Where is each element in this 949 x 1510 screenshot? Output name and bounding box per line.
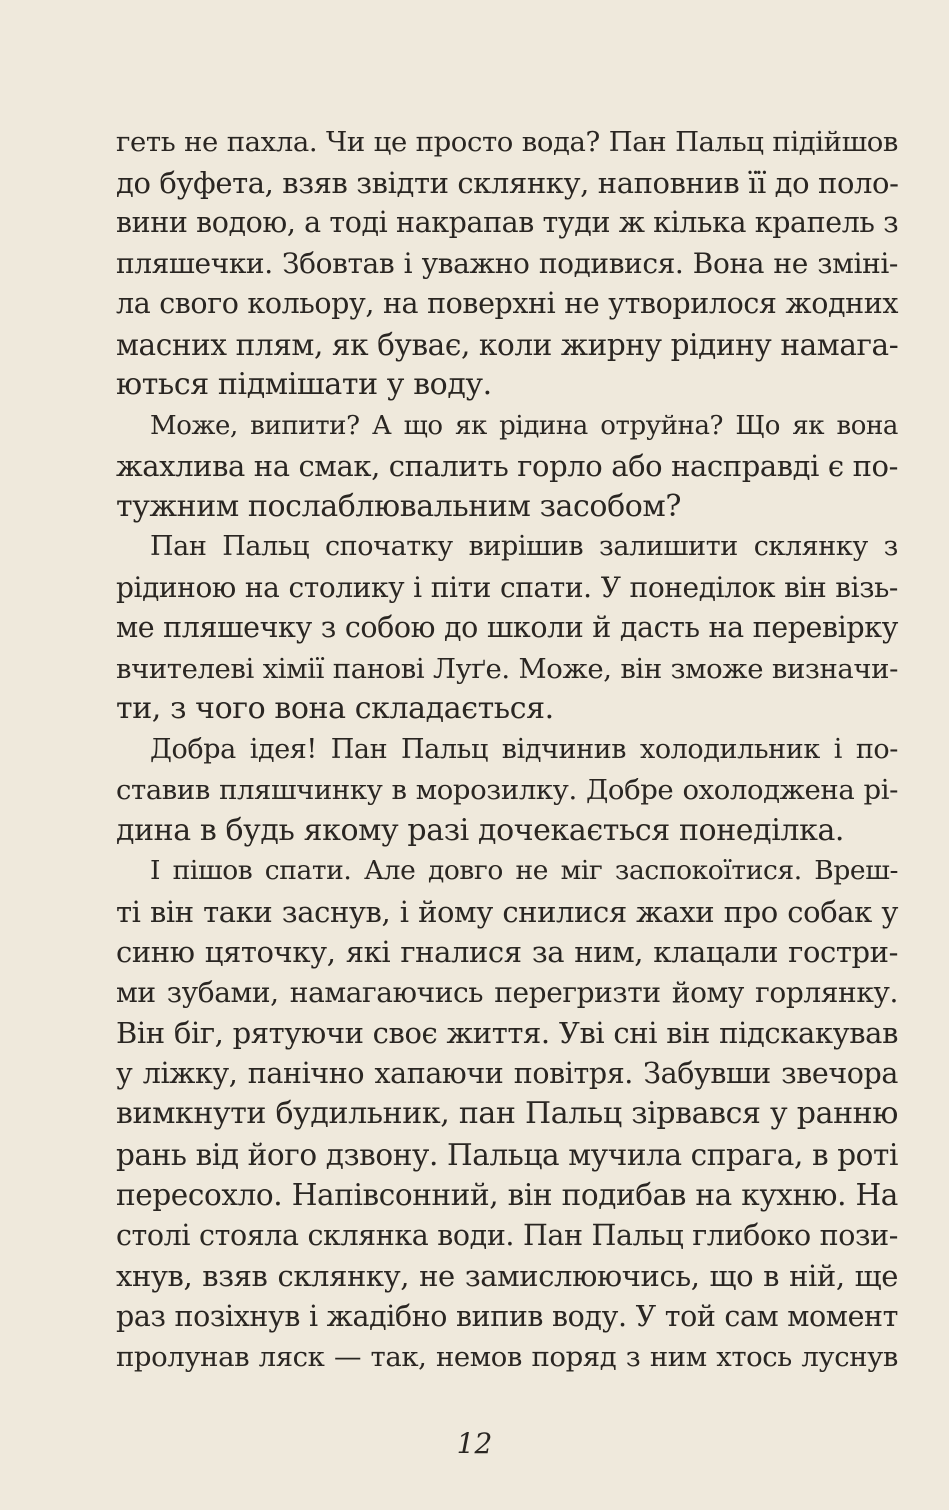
- text-line: рідиною на столику і піти спати. У понеділок він візь-: [116, 570, 898, 604]
- text-line: до буфета, взяв звідти склянку, наповнив її до поло-: [116, 165, 899, 200]
- body-text: [116, 122, 898, 1378]
- text-line: Він біг, рятуючи своє життя. Уві сні він підскакував: [116, 1016, 898, 1050]
- text-line: геть не пахла. Чи це просто вода? Пан Пальц підійшов: [116, 126, 898, 158]
- text-line: вимкнути будильник, пан Пальц зірвався у ранню: [116, 1096, 898, 1131]
- text-line: ставив пляшчинку в морозилку. Добре охолоджена рі-: [116, 774, 898, 806]
- text-line: І пішов спати. Але довго не міг заспокоїтися. Вреш-: [150, 855, 898, 886]
- text-line: масних плям, як буває, коли жирну рідину намага-: [116, 327, 899, 362]
- text-line: у ліжку, панічно хапаючи повітря. Забувши звечора: [116, 1056, 898, 1090]
- text-line: Пан Пальц спочатку вирішив залишити склянку з: [150, 531, 898, 562]
- text-line: пляшечки. Збовтав і уважно подивися. Вона не змінi-: [116, 246, 898, 280]
- text-line: ла свого кольору, на поверхні не утворилося жодних: [116, 287, 898, 320]
- text-line: Може, випити? А що як рідина отруйна? Що як вона: [150, 410, 898, 441]
- text-line: жахлива на смак, спалить горло або насправді є по-: [116, 449, 898, 483]
- text-line: пересохло. Напівсонний, він подибав на кухню. На: [116, 1178, 898, 1212]
- page-number: 12: [456, 1427, 493, 1460]
- text-line: Добра ідея! Пан Пальц відчинив холодильник і по-: [150, 733, 898, 765]
- text-line: вчителеві хімії панові Луґе. Може, він зможе визначи-: [116, 652, 898, 685]
- text-line: ми зубами, намагаючись перегризти йому горлянку.: [116, 975, 898, 1009]
- text-line: ті він таки заснув, і йому снилися жахи про собак у: [116, 894, 898, 929]
- text-line: пролунав ляск — так, немов поряд з ним хтось луснув: [116, 1341, 898, 1373]
- text-line: вини водою, а тоді накрапав туди ж кілька крапель з: [116, 206, 899, 239]
- text-line: синю цяточку, які гналися за ним, клацали гостри-: [116, 935, 898, 969]
- text-line: столі стояла склянка води. Пан Пальц глибоко пози-: [116, 1218, 898, 1252]
- text-line: раз позіхнув і жадібно випив воду. У той сам момент: [116, 1299, 898, 1333]
- text-line: ме пляшечку з собою до школи й дасть на перевірку: [116, 611, 898, 644]
- text-line: ються підмішати у воду.: [116, 367, 492, 402]
- text-line: дина в будь якому разі дочекається понеділка.: [116, 812, 845, 848]
- text-line: хнув, взяв склянку, не замислюючись, що в ній, ще: [116, 1259, 898, 1293]
- text-line: рань від його дзвону. Пальца мучила спрага, в роті: [116, 1137, 898, 1172]
- text-line: ти, з чого вона складається.: [116, 691, 554, 726]
- text-line: тужним послаблювальним засобом?: [116, 488, 682, 524]
